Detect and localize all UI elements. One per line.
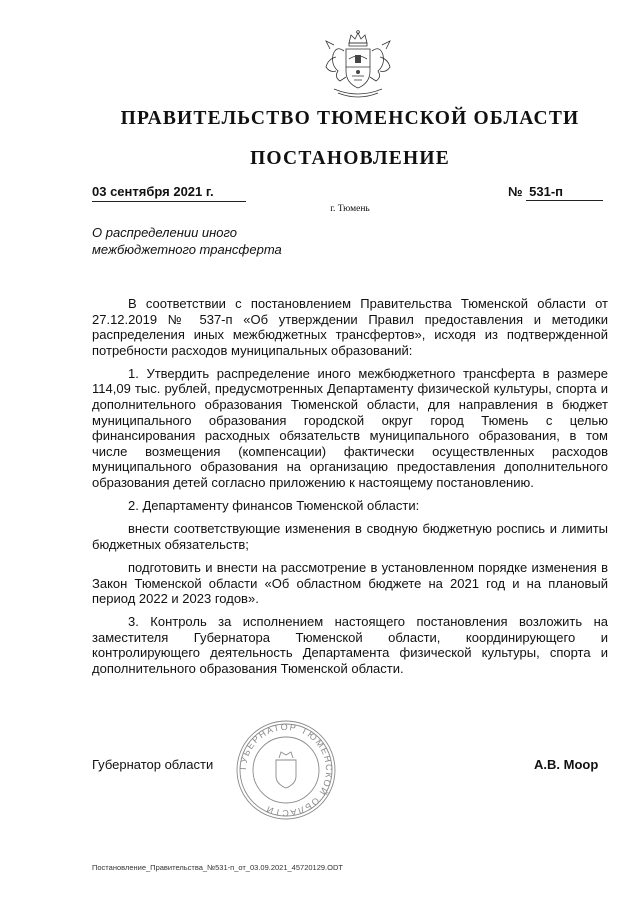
number-sign: №	[508, 184, 523, 199]
signer-name: А.В. Моор	[534, 757, 599, 772]
paragraph-item-3: 3. Контроль за исполнением настоящего постановления возложить на заместителя Губернатора Тюменской области, координирующего и контролирующего деятельность Департамента физической культуры, спорта и дополнительного образования Тюменской области.	[92, 614, 608, 676]
document-subject	[92, 224, 332, 258]
subject-line-1: О распределении иного	[92, 225, 238, 240]
paragraph-item-2: 2. Департаменту финансов Тюменской области:	[128, 498, 420, 514]
government-name: ПРАВИТЕЛЬСТВО ТЮМЕНСКОЙ ОБЛАСТИ	[120, 108, 580, 129]
seal-text: ГУБЕРНАТОР ТЮМЕНСКОЙ ОБЛАСТИ	[237, 721, 335, 819]
signer-title: Губернатор области	[92, 757, 214, 772]
svg-text:ГУБЕРНАТОР ТЮМЕНСКОЙ ОБЛАСТИ	[238, 722, 334, 818]
document-body	[92, 296, 608, 684]
document-number	[508, 184, 603, 201]
seal-icon	[234, 718, 338, 822]
document-type: ПОСТАНОВЛЕНИЕ	[250, 148, 450, 169]
number-value: 531-п	[526, 184, 603, 201]
paragraph-item-1: 1. Утвердить распределение иного межбюджетного трансферта в размере 114,09 тыс. рублей, предусмотренных Департаменту физической культуры, спорта и дополнительного образования Тюменской области, для направления в бюджет муниципального образования городской округ город Тюмень с целью финансирования расходных обязательств муниципального образования, в том числе возмещения (компенсации) фактически осуществленных расходов муниципального образования на организацию предоставления дополнительного образования детей согласно приложению к настоящему постановлению.	[92, 365, 608, 491]
paragraph-item-2-sub-2: подготовить и внести на рассмотрение в установленном порядке изменения в Закон Тюменской области «Об областном бюджете на 2021 год и на плановый период 2022 и 2023 годов».	[92, 559, 608, 607]
paragraph-preamble: В соответствии с постановлением Правительства Тюменской области от 27.12.2019 № 537-п «Об утверждении Правил предоставления и методики распределения иных межбюджетных трансфертов», исходя из подтвержденной потребности расходов муниципальных образований:	[92, 296, 608, 358]
footer-filename: Постановление_Правительства_№531-п_от_03.09.2021_45720129.ODT	[92, 863, 343, 872]
coat-of-arms-icon	[316, 27, 400, 101]
document-date: 03 сентября 2021 г.	[92, 184, 246, 202]
subject-line-2: межбюджетного трансферта	[92, 242, 282, 257]
city-line: г. Тюмень	[330, 204, 370, 214]
paragraph-item-2-sub-1: внести соответствующие изменения в сводную бюджетную роспись и лимиты бюджетных обязательств;	[92, 521, 608, 552]
